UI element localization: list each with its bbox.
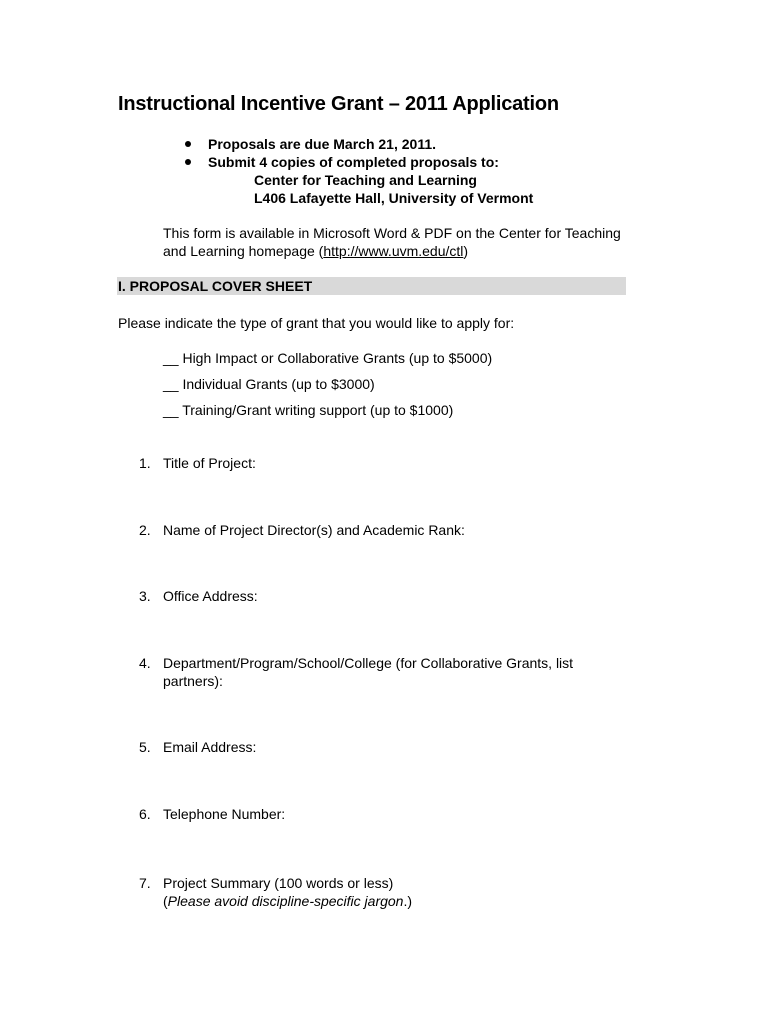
address-line-hall: L406 Lafayette Hall, University of Vermont [254, 190, 534, 206]
note-close-paren: .) [403, 893, 413, 909]
project-summary-note [139, 892, 619, 910]
question-project-summary: Project Summary (100 words or less) [163, 875, 394, 891]
due-date-text: Proposals are due March 21, 2011. [208, 136, 437, 152]
question-project-director: Name of Project Director(s) and Academic Rank: [163, 522, 465, 538]
question-number: 5. [139, 739, 151, 755]
question-number: 1. [139, 455, 151, 471]
grant-option-training[interactable]: __ Training/Grant writing support (up to $1000) [163, 402, 454, 418]
question-number: 7. [139, 875, 151, 891]
question-item [139, 805, 619, 823]
question-number: 3. [139, 588, 151, 604]
question-number: 6. [139, 806, 151, 822]
question-item [139, 738, 619, 756]
question-title-of-project: Title of Project: [163, 455, 256, 471]
question-email-address: Email Address: [163, 739, 257, 755]
availability-text: This form is available in Microsoft Word & PDF on the Center for Teaching and Learning homepage ( [163, 225, 621, 259]
question-number: 2. [139, 522, 151, 538]
question-department: Department/Program/School/College (for Collaborative Grants, list partners): [163, 655, 574, 689]
submit-copies-text: Submit 4 copies of completed proposals to: [208, 154, 499, 170]
bullet-dot-icon [185, 159, 191, 165]
submit-copies-bullet [183, 153, 533, 171]
question-telephone-number: Telephone Number: [163, 806, 286, 822]
note-open-paren: ( [163, 893, 168, 909]
address-line-center: Center for Teaching and Learning [254, 172, 477, 188]
grant-option-individual[interactable]: __ Individual Grants (up to $3000) [163, 376, 375, 392]
grant-type-prompt: Please indicate the type of grant that you would like to apply for: [118, 315, 515, 331]
question-office-address: Office Address: [163, 588, 258, 604]
question-number: 4. [139, 655, 151, 671]
submission-info-list [183, 135, 533, 207]
question-item [139, 521, 619, 539]
section-heading-cover-sheet: I. PROPOSAL COVER SHEET [117, 277, 626, 295]
question-item [139, 874, 619, 910]
grant-type-options [163, 349, 492, 427]
due-date-bullet [183, 135, 533, 153]
question-item [139, 454, 619, 472]
document-title: Instructional Incentive Grant – 2011 Application [118, 93, 559, 115]
availability-note [163, 224, 633, 260]
bullet-dot-icon [185, 141, 191, 147]
question-item [139, 587, 619, 605]
availability-text-end: ) [463, 243, 469, 259]
ctl-homepage-link[interactable]: http://www.uvm.edu/ctl [323, 243, 464, 259]
question-item [139, 654, 619, 690]
grant-option-high-impact[interactable]: __ High Impact or Collaborative Grants (up to $5000) [163, 350, 493, 366]
note-italic-text: Please avoid discipline-specific jargon [167, 893, 404, 909]
